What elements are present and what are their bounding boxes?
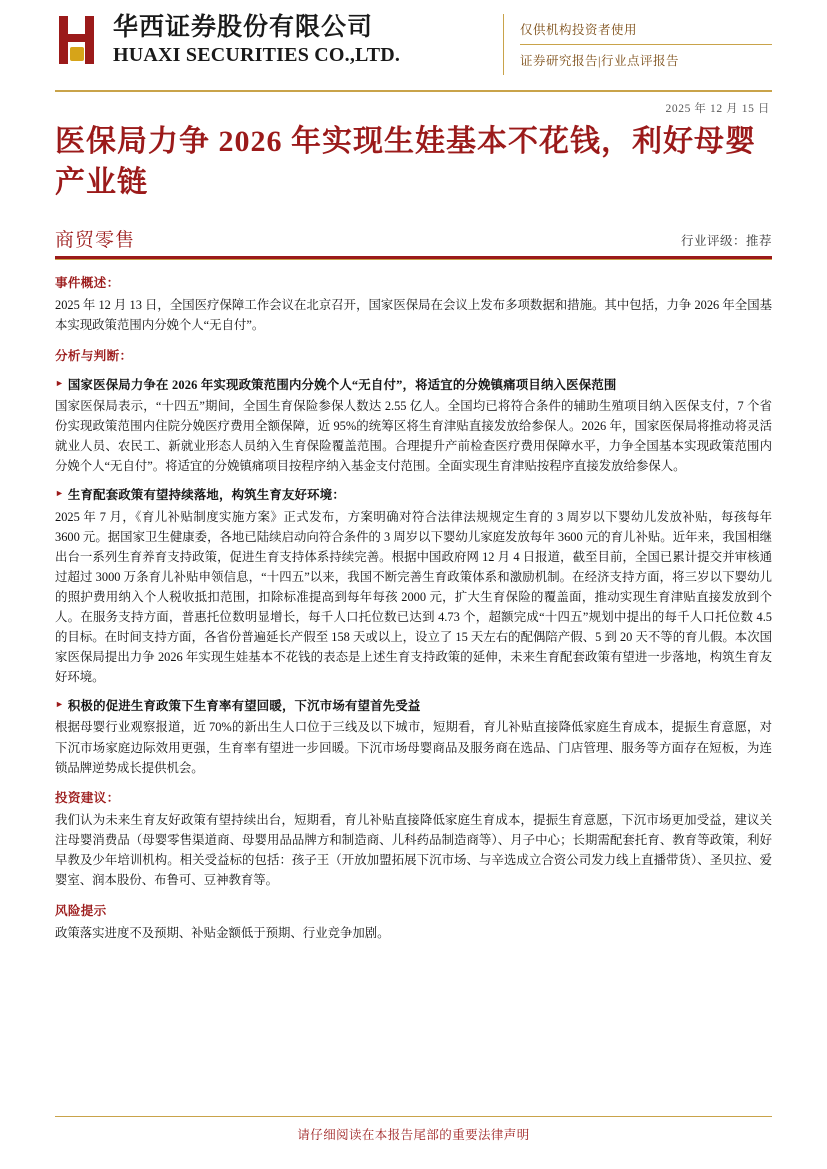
company-name-cn: 华西证券股份有限公司 xyxy=(113,14,374,41)
bullet-3-title xyxy=(55,696,772,716)
footer-divider xyxy=(55,1116,772,1117)
industry-row xyxy=(55,225,772,252)
industry-name: 商贸零售 xyxy=(55,230,136,251)
company-name-en: HUAXI SECURITIES CO.,LTD. xyxy=(113,44,401,66)
company-name-block xyxy=(113,15,400,65)
header-notice xyxy=(503,14,772,75)
triangle-bullet-icon: ► xyxy=(55,377,64,388)
report-header xyxy=(55,0,772,88)
section-body-risk: 政策落实进度不及预期、补贴金额低于预期、行业竞争加剧。 xyxy=(55,925,390,940)
section-head-risk: 风险提示 xyxy=(55,903,107,918)
triangle-bullet-icon: ► xyxy=(55,699,64,710)
section-body-advice: 我们认为未来生育友好政策有望持续出台，短期看，育儿补贴直接降低家庭生育成本，提振生育意愿，下沉市场更加受益，建议关注母婴消费品（母婴零售渠道商、母婴用品品牌方和制造商、儿科药品制造商等）、月子中心；长期需配套托育、教育等政策，利好早教及少年培训机构。相关受益标的包括：孩子王（开放加盟拓展下沉市场、与辛选成立合资公司发力线上直播带货）、圣贝拉、爱婴室、润本股份、布鲁可、豆神教育等。 xyxy=(55,813,772,888)
page-title: 医保局力争 2026 年实现生娃基本不花钱，利好母婴产业链 xyxy=(55,125,756,199)
report-body xyxy=(55,273,772,943)
bullet-3-body: 根据母婴行业观察报道，近 70%的新出生人口位于三线及以下城市，短期看，育儿补贴直接降低家庭生育成本，提振生育意愿，对下沉市场家庭边际效用更强，生育率有望进一步回暖。下沉市场母婴商品及服务商在选品、门店管理、服务等方面存在短板，为连锁品牌逆势成长提供机会。 xyxy=(55,720,772,775)
bullet-1-title-text: 国家医保局力争在 2026 年实现政策范围内分娩个人“无自付”，将适宜的分娩镇痛项目纳入医保范围 xyxy=(67,377,617,392)
triangle-bullet-icon: ► xyxy=(55,488,64,499)
section-body-event: 2025 年 12 月 13 日，全国医疗保障工作会议在北京召开，国家医保局在会议上发布多项数据和措施。其中包括，力争 2026 年全国基本实现政策范围内分娩个人“无自付”。 xyxy=(55,298,772,333)
report-date: 2025 年 12 月 15 日 xyxy=(665,103,770,115)
huaxi-logo-icon xyxy=(55,14,107,66)
footer-disclaimer: 请仔细阅读在本报告尾部的重要法律声明 xyxy=(297,1128,530,1142)
header-notice-line1: 仅供机构投资者使用 xyxy=(520,14,772,45)
bullet-2-title xyxy=(55,485,772,505)
company-logo-block xyxy=(55,14,495,66)
bullet-1-title xyxy=(55,375,772,395)
section-head-event: 事件概述： xyxy=(55,276,120,290)
bullet-3-title-text: 积极的促进生育政策下生育率有望回暖，下沉市场有望首先受益 xyxy=(67,699,421,714)
industry-rating: 行业评级：推荐 xyxy=(680,234,772,248)
bullet-2-title-text: 生育配套政策有望持续落地，构筑生育友好环境： xyxy=(67,488,345,503)
bullet-1-body: 国家医保局表示，“十四五”期间，全国生育保险参保人数达 2.55 亿人。全国均已将符合条件的辅助生殖项目纳入医保支付，7 个省份实现政策范围内住院分娩医疗费用全额保障，近 95%的统筹区将生育津贴直接发放给参保人。2026 年，国家医保局将推动将灵活就业人员、农民工、新就业形态人员纳入生育保险覆盖范围。合理提升产前检查医疗费用保障水平，力争全国基本实现政策范围内分娩个人“无自付”。将适宜的分娩镇痛项目按程序纳入基金支付范围。全面实现生育津贴按程序直接发放给参保人。 xyxy=(55,399,772,474)
report-footer xyxy=(55,1116,772,1143)
header-notice-line2: 证券研究报告|行业点评报告 xyxy=(520,54,680,68)
section-head-advice: 投资建议： xyxy=(55,790,120,805)
bullet-2-body: 2025 年 7 月，《育儿补贴制度实施方案》正式发布，方案明确对符合法律法规规定生育的 3 周岁以下婴幼儿发放补贴，每孩每年 3600 元。据国家卫生健康委，各地已陆续启动向符合条件的 3 周岁以下婴幼儿家庭发放每年 3600 元的育儿补贴。近年来，我国相继出台一系列生育养育支持政策，促进生育支持体系持续完善。根据中国政府网 12 月 4 日报道，截至目前，全国已累计提交并审核通过超过 3000 万条育儿补贴申领信息，“十四五”以来，我国不断完善生育政策体系和激励机制。在经济支持方面，将三岁以下婴幼儿的照护费用纳入个人税收抵扣范围，扣除标准提高到每年每孩 2000 元，扩大生育保险的覆盖面，推动实现生育津贴直接发放到个人。在服务支持方面，普惠托位数明显增长，每千人口托位数已达到 4.73 个，超额完成“十四五”规划中提出的每千人口托位数 4.5 的目标。在时间支持方面，各省份普遍延长产假至 158 天或以上，设立了 15 天左右的配偶陪产假、5 到 20 天不等的育儿假。本次国家医保局提出力争 2026 年实现生娃基本不花钱的表态是上述生育支持政策的延伸，未来生育配套政策有望进一步落地，构筑生育友好环境。 xyxy=(55,509,772,685)
section-head-analysis: 分析与判断： xyxy=(55,348,133,363)
industry-divider xyxy=(55,256,772,259)
